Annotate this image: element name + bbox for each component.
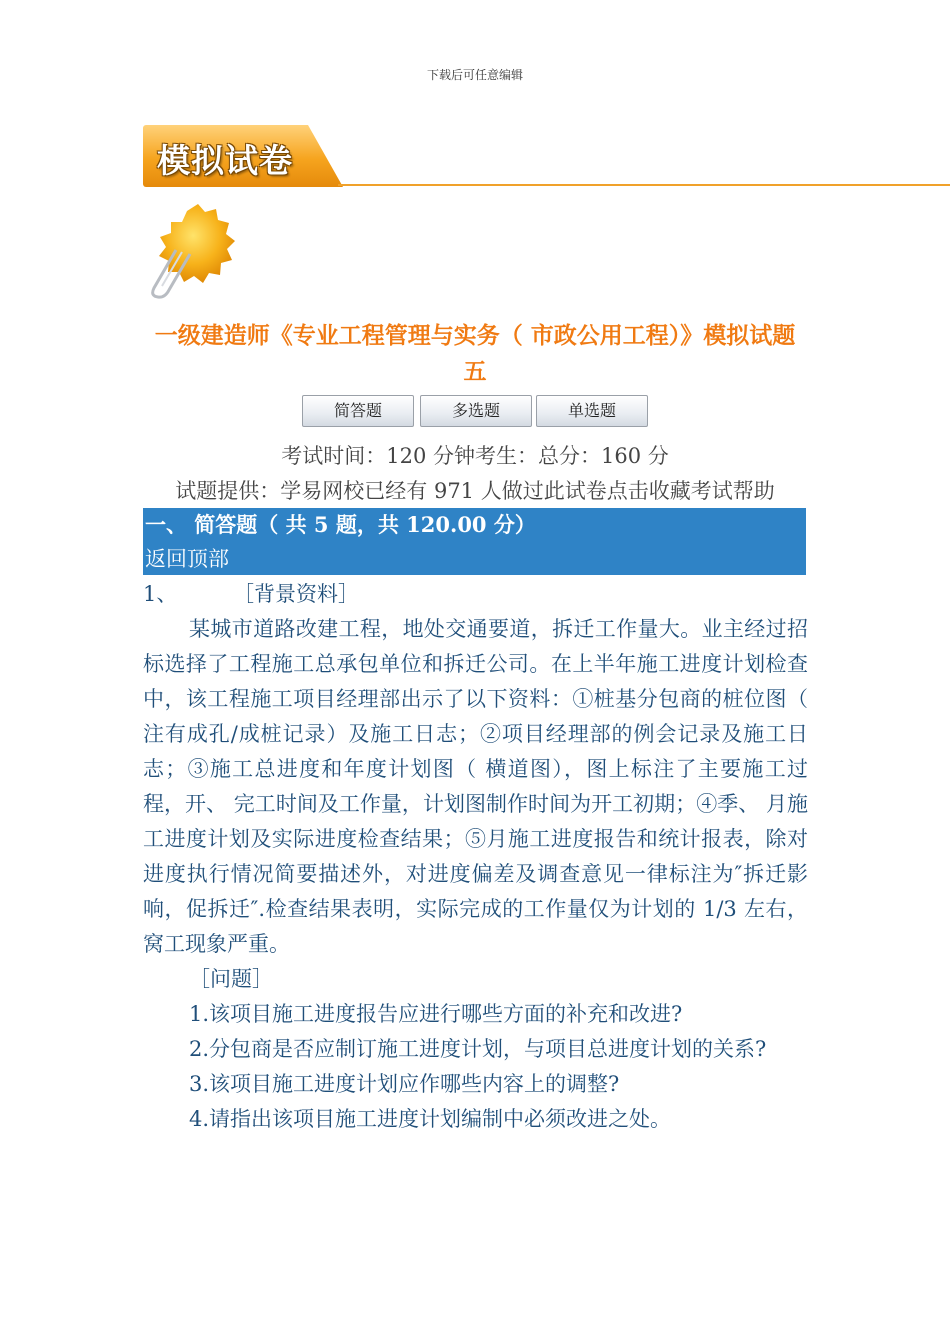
exam-title (130, 318, 820, 390)
tab-short-answer[interactable]: 简答题 (302, 395, 414, 427)
exam-title-line2: 五 (463, 359, 487, 385)
header-note: 下载后可任意编辑 (426, 68, 523, 82)
medal-paperclip-icon (146, 200, 241, 300)
background-label: ［背景资料］ (233, 582, 359, 606)
problem-item: 3.该项目施工进度计划应作哪些内容上的调整? (189, 1072, 620, 1096)
problem-label: ［问题］ (189, 967, 273, 991)
banner-divider (338, 184, 950, 186)
exam-info: 考试时间：120 分钟考生：总分：160 分 (281, 444, 669, 468)
banner-label: 模拟试卷 (157, 141, 293, 180)
question-type-tabs (302, 395, 652, 427)
question-header (143, 577, 808, 612)
back-to-top-link[interactable]: 返回顶部 (145, 547, 229, 571)
mock-exam-banner (143, 125, 950, 189)
problem-item: 1.该项目施工进度报告应进行哪些方面的补充和改进? (189, 1002, 683, 1026)
question-body (143, 577, 808, 1137)
back-to-top-bar (143, 542, 806, 575)
exam-title-line1: 一级建造师《专业工程管理与实务（ 市政公用工程）》模拟试题 (154, 323, 796, 349)
problem-item: 4.请指出该项目施工进度计划编制中必须改进之处。 (189, 1107, 672, 1131)
problem-item: 2.分包商是否应制订施工进度计划，与项目总进度计划的关系? (189, 1037, 767, 1061)
tab-multiple-choice[interactable]: 多选题 (420, 395, 532, 427)
question-number: 1、 (143, 582, 178, 606)
section-heading-text: 一、 简答题（ 共 5 题，共 120.00 分） (145, 512, 536, 537)
tab-single-choice[interactable]: 单选题 (536, 395, 648, 427)
exam-provider-info: 试题提供：学易网校已经有 971 人做过此试卷点击收藏考试帮助 (175, 479, 775, 503)
background-paragraph: 某城市道路改建工程，地处交通要道，拆迁工作量大。业主经过招标选择了工程施工总承包单位和拆迁公司。在上半年施工进度计划检查中，该工程施工项目经理部出示了以下资料：①桩基分包商的桩位图（ 注有成孔/成桩记录）及施工日志；②项目经理部的例会记录及施工日志；③施工总进度和年度计划图（ 横道图），图上标注了主要施工过程，开、 完工时间及工作量，计划图制作时间为开工初期；④季、 月施工进度计划及实际进度检查结果；⑤月施工进度报告和统计报表，除对进度执行情况简要描述外，对进度偏差及调查意见一律标注为″拆迁影响，促拆迁″.检查结果表明，实际完成的工作量仅为计划的 1/3 左右，窝工现象严重。 (143, 617, 808, 956)
section-heading (143, 508, 806, 542)
